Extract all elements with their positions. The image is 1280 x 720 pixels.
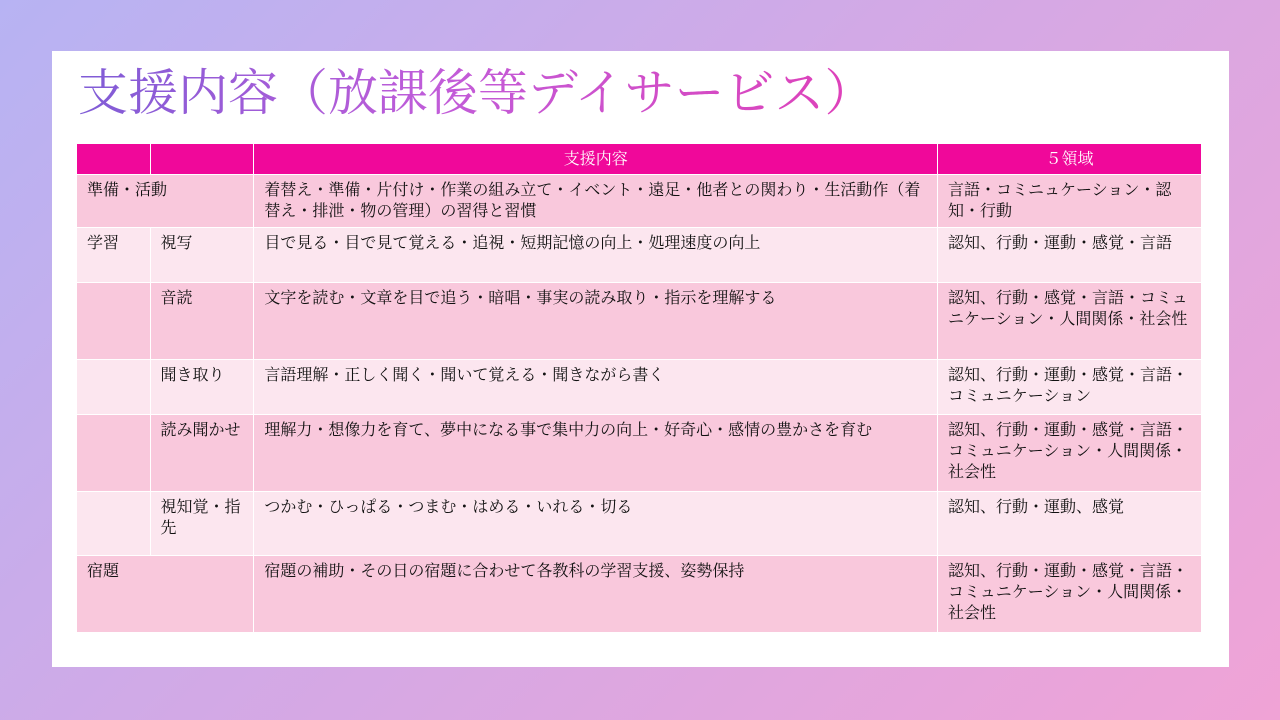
row-subcategory: 視写 [150,228,254,283]
row-category [77,492,151,556]
table-row [77,492,1202,556]
row-category [77,415,151,492]
row-category: 宿題 [77,556,254,633]
row-content: 理解力・想像力を育て、夢中になる事で集中力の向上・好奇心・感情の豊かさを育む [254,415,938,492]
header-subcategory [150,144,254,175]
row-content: 文字を読む・文章を目で追う・暗唱・事実の読み取り・指示を理解する [254,283,938,360]
table-row [77,360,1202,415]
row-domains: 認知、行動・運動・感覚・言語 [938,228,1202,283]
row-domains: 認知、行動・運動、感覚 [938,492,1202,556]
row-content: 目で見る・目で見て覚える・追視・短期記憶の向上・処理速度の向上 [254,228,938,283]
table-row [77,283,1202,360]
slide-title: 支援内容（放課後等デイサービス） [78,61,875,125]
header-five-domains: ５領域 [938,144,1202,175]
row-domains: 認知、行動・感覚・言語・コミュニケーション・人間関係・社会性 [938,283,1202,360]
table-row [77,415,1202,492]
slide [52,51,1229,667]
header-support-content: 支援内容 [254,144,938,175]
table-row [77,228,1202,283]
header-category [77,144,151,175]
support-table [76,143,1202,633]
row-category [77,360,151,415]
row-domains: 認知、行動・運動・感覚・言語・コミュニケーション・人間関係・社会性 [938,415,1202,492]
row-subcategory: 視知覚・指先 [150,492,254,556]
row-subcategory: 聞き取り [150,360,254,415]
row-subcategory: 音読 [150,283,254,360]
row-domains: 認知、行動・運動・感覚・言語・コミュニケーション・人間関係・社会性 [938,556,1202,633]
row-content: 着替え・準備・片付け・作業の組み立て・イベント・遠足・他者との関わり・生活動作（着替え・排泄・物の管理）の習得と習慣 [254,175,938,228]
table-row [77,556,1202,633]
row-domains: 言語・コミニュケーション・認知・行動 [938,175,1202,228]
row-content: 宿題の補助・その日の宿題に合わせて各教科の学習支援、姿勢保持 [254,556,938,633]
row-content: つかむ・ひっぱる・つまむ・はめる・いれる・切る [254,492,938,556]
row-category: 準備・活動 [77,175,254,228]
row-content: 言語理解・正しく聞く・聞いて覚える・聞きながら書く [254,360,938,415]
row-subcategory: 読み聞かせ [150,415,254,492]
table-row [77,175,1202,228]
row-domains: 認知、行動・運動・感覚・言語・コミュニケーション [938,360,1202,415]
table-header-row [77,144,1202,175]
row-category: 学習 [77,228,151,283]
row-category [77,283,151,360]
